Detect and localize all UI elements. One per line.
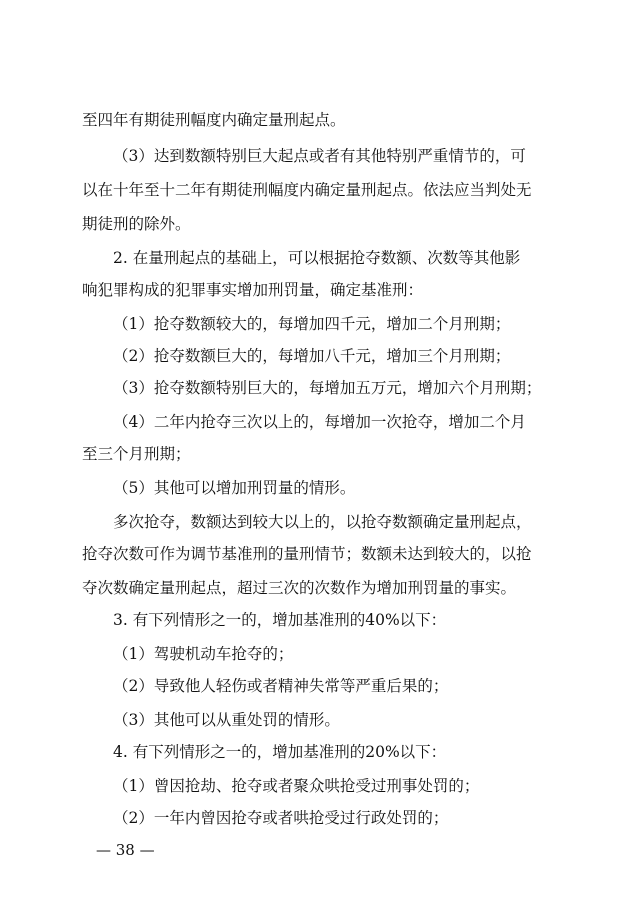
text-line: （3）抢夺数额特别巨大的，每增加五万元，增加六个月刑期； — [113, 379, 542, 397]
text-line: （2）导致他人轻伤或者精神失常等严重后果的； — [113, 677, 449, 695]
page-number: — 38 — — [96, 841, 155, 859]
text-line: （2）一年内曾因抢夺或者哄抢受过行政处罚的； — [113, 809, 449, 827]
text-line: 多次抢夺，数额达到较大以上的，以抢夺数额确定量刑起点， — [113, 513, 532, 531]
text-line: 夺次数确定量刑起点，超过三次的次数作为增加刑罚量的事实。 — [82, 579, 517, 597]
text-line: 4. 有下列情形之一的，增加基准刑的20%以下： — [113, 743, 447, 761]
text-line: 至四年有期徒刑幅度内确定量刑起点。 — [82, 111, 346, 129]
text-line: （4）二年内抢夺三次以上的，每增加一次抢夺，增加二个月 — [113, 413, 526, 431]
text-line: （3）其他可以从重处罚的情形。 — [113, 711, 340, 729]
text-line: 期徒刑的除外。 — [82, 215, 191, 233]
text-line: 至三个月刑期； — [82, 445, 191, 463]
text-line: （1）抢夺数额较大的，每增加四千元，增加二个月刑期； — [113, 315, 511, 333]
text-line: 抢夺次数可作为调节基准刑的量刑情节；数额未达到较大的，以抢 — [82, 545, 532, 563]
text-line: （2）抢夺数额巨大的，每增加八千元，增加三个月刑期； — [113, 347, 511, 365]
text-line: （1）曾因抢劫、抢夺或者聚众哄抢受过刑事处罚的； — [113, 777, 480, 795]
text-line: 3. 有下列情形之一的，增加基准刑的40%以下： — [113, 611, 447, 629]
text-line: （5）其他可以增加刑罚量的情形。 — [113, 479, 356, 497]
text-line: 以在十年至十二年有期徒刑幅度内确定量刑起点。依法应当判处无 — [82, 181, 532, 199]
text-line: （3）达到数额特别巨大起点或者有其他特别严重情节的，可 — [113, 147, 526, 165]
text-line: 2. 在量刑起点的基础上，可以根据抢夺数额、次数等其他影 — [113, 249, 521, 267]
text-line: 响犯罪构成的犯罪事实增加刑罚量，确定基准刑： — [82, 281, 424, 299]
text-line: （1）驾驶机动车抢夺的； — [113, 645, 294, 663]
